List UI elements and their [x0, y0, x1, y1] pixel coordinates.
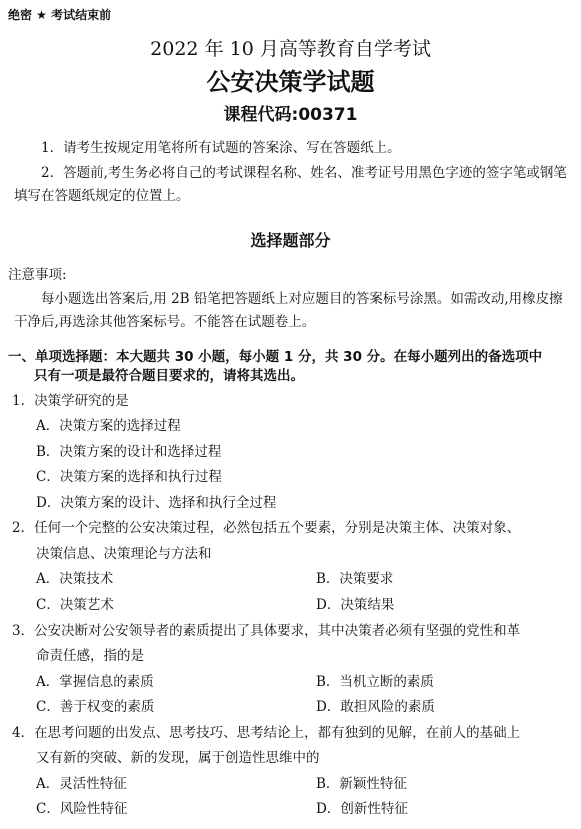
question-1-option-a: A．决策方案的选择过程 — [36, 418, 181, 434]
question-1-option-c: C．决策方案的选择和执行过程 — [36, 469, 222, 485]
part-heading — [8, 348, 542, 386]
question-3-option-b: B．当机立断的素质 — [316, 674, 434, 690]
course-code: 课程代码:00371 — [223, 105, 358, 125]
instruction-2: 2．答题前,考生务必将自己的考试课程名称、姓名、准考证号用黑色字迹的签字笔或钢笔填写在答题纸规定的位置上。 — [14, 165, 567, 204]
question-2-option-d: D．决策结果 — [316, 597, 395, 613]
question-4-option-c: C．风险性特征 — [36, 801, 128, 817]
instruction-1: 1．请考生按规定用笔将所有试题的答案涂、写在答题纸上。 — [41, 140, 401, 156]
question-4-option-b: B．新颖性特征 — [316, 776, 407, 792]
question-4-stem-line2: 又有新的突破、新的发现，属于创造性思维中的 — [36, 750, 320, 766]
question-4-stem-line1: 4．在思考问题的出发点、思考技巧、思考结论上，都有独到的见解，在前人的基础上 — [12, 725, 521, 741]
question-2-option-a: A．决策技术 — [36, 571, 114, 587]
question-3-option-c: C．善于权变的素质 — [36, 699, 155, 715]
question-3-option-a: A．掌握信息的素质 — [36, 674, 154, 690]
part-heading-line2: 只有一项是最符合题目要求的，请将其选出。 — [34, 368, 304, 384]
question-1-option-b: B．决策方案的设计和选择过程 — [36, 444, 222, 460]
notice-text: 每小题选出答案后,用 2B 铅笔把答题纸上对应题目的答案标号涂黑。如需改动,用橡皮擦干净后,再选涂其他答案标号。不能答在试题卷上。 — [14, 291, 563, 330]
question-2-stem-line1: 2．任何一个完整的公安决策过程，必然包括五个要素，分别是决策主体、决策对象、 — [12, 520, 521, 536]
subject-title: 公安决策学试题 — [206, 68, 375, 96]
exam-title: 2022 年 10 月高等教育自学考试 — [150, 38, 431, 60]
question-4-option-d: D．创新性特征 — [316, 801, 408, 817]
question-3-stem-line1: 3．公安决断对公安领导者的素质提出了具体要求，其中决策者必须有坚强的党性和革 — [12, 623, 521, 639]
question-1-stem: 1．决策学研究的是 — [12, 393, 129, 409]
question-2-option-c: C．决策艺术 — [36, 597, 114, 613]
question-3-stem-line2: 命责任感，指的是 — [36, 648, 144, 664]
section-title: 选择题部分 — [250, 231, 331, 250]
question-2-stem-line2: 决策信息、决策理论与方法和 — [36, 546, 212, 562]
part-heading-line1: 一、单项选择题：本大题共 30 小题，每小题 1 分，共 30 分。在每小题列出的备选项中 — [8, 349, 543, 365]
question-4-option-a: A．灵活性特征 — [36, 776, 127, 792]
question-2-option-b: B．决策要求 — [316, 571, 394, 587]
notice-label: 注意事项: — [8, 267, 67, 283]
question-1-option-d: D．决策方案的设计、选择和执行全过程 — [36, 495, 277, 511]
question-3-option-d: D．敢担风险的素质 — [316, 699, 435, 715]
confidential-label: 绝密 ★ 考试结束前 — [8, 8, 112, 22]
